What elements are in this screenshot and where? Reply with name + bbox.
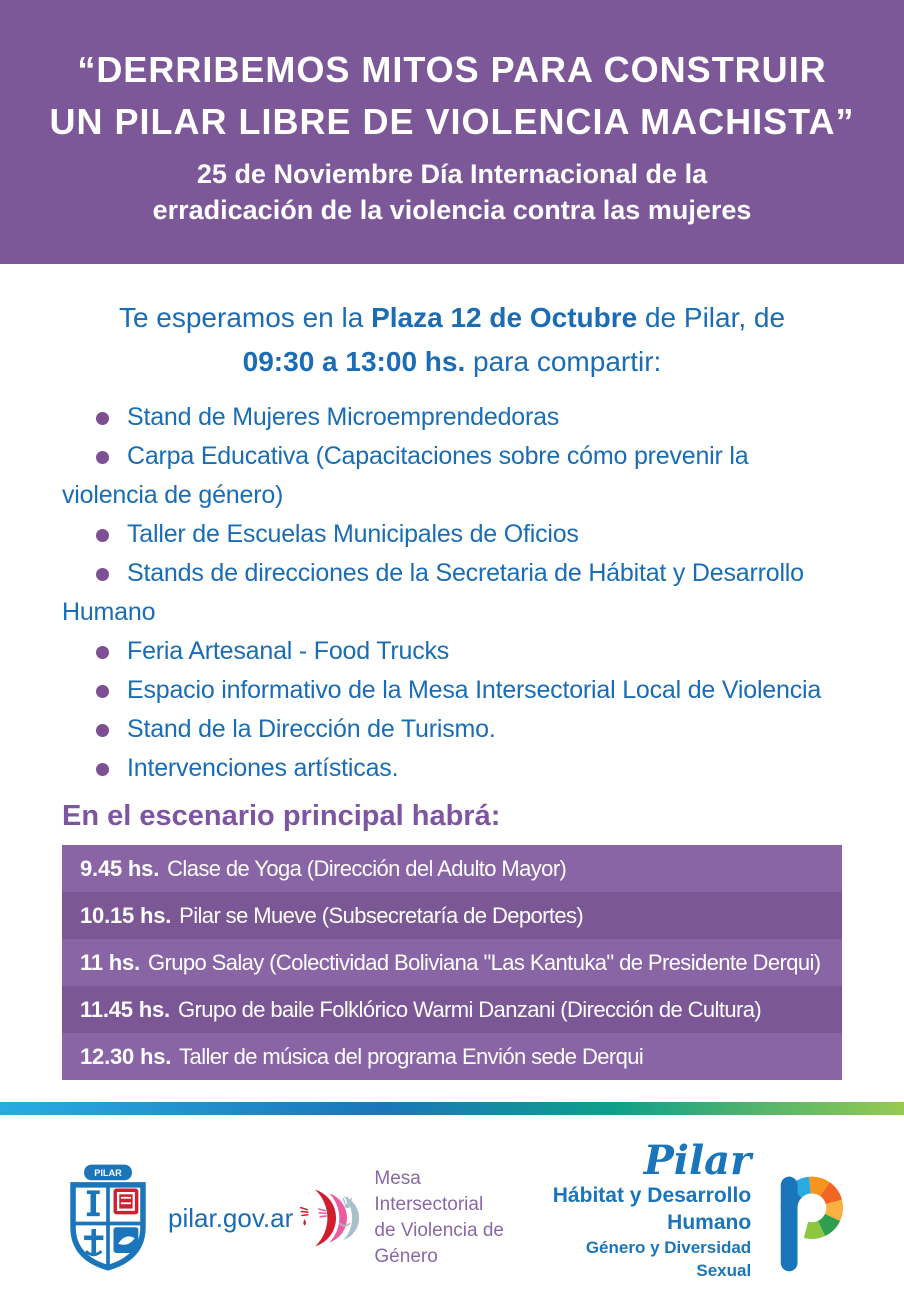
schedule-row: [62, 892, 842, 939]
list-item: Stand de la Dirección de Turismo.: [62, 710, 844, 749]
pilar-p-icon: [761, 1144, 848, 1292]
subtitle-line2: erradicación de la violencia contra las mujeres: [152, 195, 752, 225]
gradient-divider: [0, 1102, 904, 1115]
mesa-faces-icon: [293, 1170, 364, 1266]
poster-subtitle: [0, 156, 904, 228]
bullet-icon: [96, 451, 109, 464]
schedule-time: 9.45 hs.: [80, 856, 160, 881]
footer-logos: [0, 1115, 904, 1293]
habitat-text-line2: Género y Diversidad Sexual: [585, 1238, 752, 1280]
pilar-gov-logo: [62, 1162, 293, 1274]
mesa-intersectorial-logo: [293, 1166, 527, 1270]
intro-line2: 09:30 a 13:00 hs. para compartir:: [242, 346, 662, 377]
poster-title-line2: UN PILAR LIBRE DE VIOLENCIA MACHISTA”: [49, 101, 855, 142]
schedule-activity: Pilar se Mueve (Subsecretaría de Deportes): [179, 903, 584, 928]
pilar-shield-icon: [62, 1162, 154, 1274]
schedule-activity: Clase de Yoga (Dirección del Adulto Mayor): [167, 856, 567, 881]
habitat-logo-text: [528, 1137, 752, 1282]
poster-title-line1: “DERRIBEMOS MITOS PARA CONSTRUIR: [77, 49, 827, 90]
list-item: Espacio informativo de la Mesa Intersectorial Local de Violencia: [62, 671, 844, 710]
list-item: Stands de direcciones de la Secretaria de Hábitat y Desarrollo Humano: [62, 559, 804, 626]
intro-place-bold: Plaza 12 de Octubre: [371, 302, 638, 333]
schedule-activity: Grupo de baile Folklórico Warmi Danzani (Dirección de Cultura): [177, 997, 762, 1022]
list-item: Carpa Educativa (Capacitaciones sobre cómo prevenir la violencia de género): [62, 442, 749, 509]
bullet-icon: [96, 412, 109, 425]
subtitle-line1: 25 de Noviembre Día Internacional de la: [196, 159, 708, 189]
schedule-time: 11 hs.: [80, 950, 140, 975]
schedule-time: 10.15 hs.: [80, 903, 172, 928]
mesa-logo-text: [374, 1166, 527, 1270]
bullet-icon: [96, 763, 109, 776]
habitat-desarrollo-logo: [528, 1137, 848, 1292]
bullet-icon: [96, 724, 109, 737]
bullet-icon: [96, 568, 109, 581]
stage-section-heading: En el escenario principal habrá:: [62, 800, 501, 832]
list-item: Taller de Escuelas Municipales de Oficios: [62, 515, 844, 554]
list-item: Intervenciones artísticas.: [62, 749, 844, 788]
schedule-row: [62, 845, 842, 892]
mesa-text-line2: de Violencia de Género: [374, 1220, 504, 1267]
schedule-activity: Taller de música del programa Envión sede Derqui: [179, 1044, 644, 1069]
schedule-time: 11.45 hs.: [80, 997, 170, 1022]
bullet-icon: [96, 685, 109, 698]
intro-paragraph: [0, 296, 904, 384]
list-item: Feria Artesanal - Food Trucks: [62, 632, 844, 671]
schedule-activity: Grupo Salay (Colectividad Boliviana "Las Kantuka" de Presidente Derqui): [147, 950, 821, 975]
schedule-time: 12.30 hs.: [80, 1044, 172, 1069]
habitat-text-line1: Hábitat y Desarrollo Humano: [552, 1184, 752, 1234]
list-item: Stand de Mujeres Microemprendedoras: [62, 398, 844, 437]
intro-time-bold: 09:30 a 13:00 hs.: [242, 346, 466, 377]
mesa-text-line1: Mesa Intersectorial: [374, 1168, 484, 1215]
schedule-row: [62, 1033, 842, 1080]
schedule-row: [62, 986, 842, 1033]
bullet-icon: [96, 646, 109, 659]
site-url-label: pilar.gov.ar: [168, 1202, 294, 1233]
stage-schedule: [62, 845, 842, 1080]
svg-text:PILAR: PILAR: [94, 1168, 122, 1179]
header-banner: [0, 0, 904, 264]
pilar-script-wordmark: Pilar: [643, 1137, 752, 1184]
intro-line1: Te esperamos en la Plaza 12 de Octubre de Pilar, de: [118, 302, 786, 333]
activities-list: [62, 398, 844, 788]
schedule-row: [62, 939, 842, 986]
bullet-icon: [96, 529, 109, 542]
